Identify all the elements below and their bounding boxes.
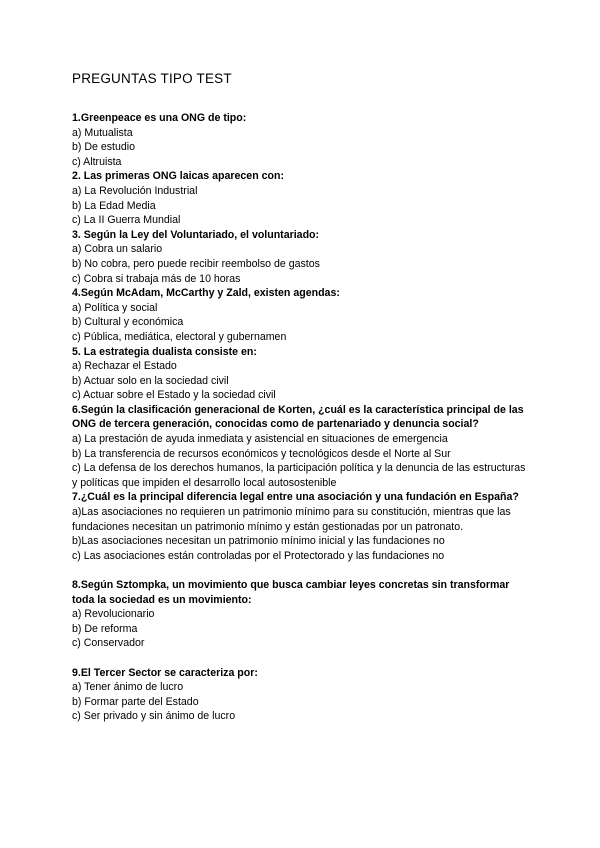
document-page [72, 70, 532, 724]
question-1-option-b: b) De estudio [72, 141, 136, 154]
question-1-option-a: a) Mutualista [72, 126, 133, 139]
question-4: 4.Según McAdam, McCarthy y Zald, existen agendas: [72, 287, 340, 300]
question-2-option-a: a) La Revolución Industrial [72, 184, 198, 197]
question-8-option-b: b) De reforma [72, 622, 138, 635]
question-6-option-b: b) La transferencia de recursos económicos y tecnológicos desde el Norte al Sur [72, 447, 451, 460]
question-6-option-a: a) La prestación de ayuda inmediata y asistencial en situaciones de emergencia [72, 433, 448, 446]
question-4-option-a: a) Política y social [72, 301, 158, 314]
question-3-option-b: b) No cobra, pero puede recibir reembolso de gastos [72, 257, 320, 270]
question-5-option-b: b) Actuar solo en la sociedad civil [72, 374, 229, 387]
question-8: 8.Según Sztompka, un movimiento que busca cambiar leyes concretas sin transformar toda la sociedad es un movimiento: [72, 579, 510, 606]
question-9-option-c: c) Ser privado y sin ánimo de lucro [72, 710, 236, 723]
question-9-option-a: a) Tener ánimo de lucro [72, 681, 184, 694]
question-1: 1.Greenpeace es una ONG de tipo: [72, 112, 247, 124]
question-1-option-c: c) Altruista [72, 155, 122, 168]
question-9-option-b: b) Formar parte del Estado [72, 695, 199, 708]
question-7-option-a: a)Las asociaciones no requieren un patrimonio mínimo para su constitución, mientras que las fundaciones necesitan un patrimonio mínimo y están gestionadas por un patronato. [72, 506, 511, 533]
question-2-option-c: c) La II Guerra Mundial [72, 214, 181, 227]
question-7-option-c: c) Las asociaciones están controladas por el Protectorado y las fundaciones no [72, 549, 445, 562]
spacer [72, 563, 532, 578]
page-title: PREGUNTAS TIPO TEST [72, 71, 232, 86]
question-4-option-c: c) Pública, mediática, electoral y gubernamen [72, 330, 287, 343]
question-7-option-b: b)Las asociaciones necesitan un patrimonio mínimo inicial y las fundaciones no [72, 535, 445, 548]
question-8-option-c: c) Conservador [72, 637, 145, 650]
question-9: 9.El Tercer Sector se caracteriza por: [72, 666, 258, 679]
question-6: 6.Según la clasificación generacional de Korten, ¿cuál es la característica principal de las ONG de tercera generación, conocidas como de partenariado y denuncia social? [72, 403, 524, 431]
question-6-option-c: c) La defensa de los derechos humanos, la participación política y la denuncia de las estructuras y políticas que impiden el desarrollo local autosostenible [72, 462, 526, 489]
question-5: 5. La estrategia dualista consiste en: [72, 345, 257, 358]
question-4-option-b: b) Cultural y económica [72, 316, 184, 329]
question-2-option-b: b) La Edad Media [72, 199, 156, 212]
question-5-option-a: a) Rechazar el Estado [72, 360, 177, 373]
question-3: 3. Según la Ley del Voluntariado, el voluntariado: [72, 228, 320, 241]
question-2: 2. Las primeras ONG laicas aparecen con: [72, 170, 284, 183]
question-7: 7.¿Cuál es la principal diferencia legal entre una asociación y una fundación en España? [72, 491, 519, 504]
question-5-option-c: c) Actuar sobre el Estado y la sociedad civil [72, 389, 276, 402]
question-3-option-a: a) Cobra un salario [72, 243, 163, 256]
question-8-option-a: a) Revolucionario [72, 608, 155, 621]
spacer [72, 651, 532, 666]
question-3-option-c: c) Cobra si trabaja más de 10 horas [72, 272, 241, 285]
